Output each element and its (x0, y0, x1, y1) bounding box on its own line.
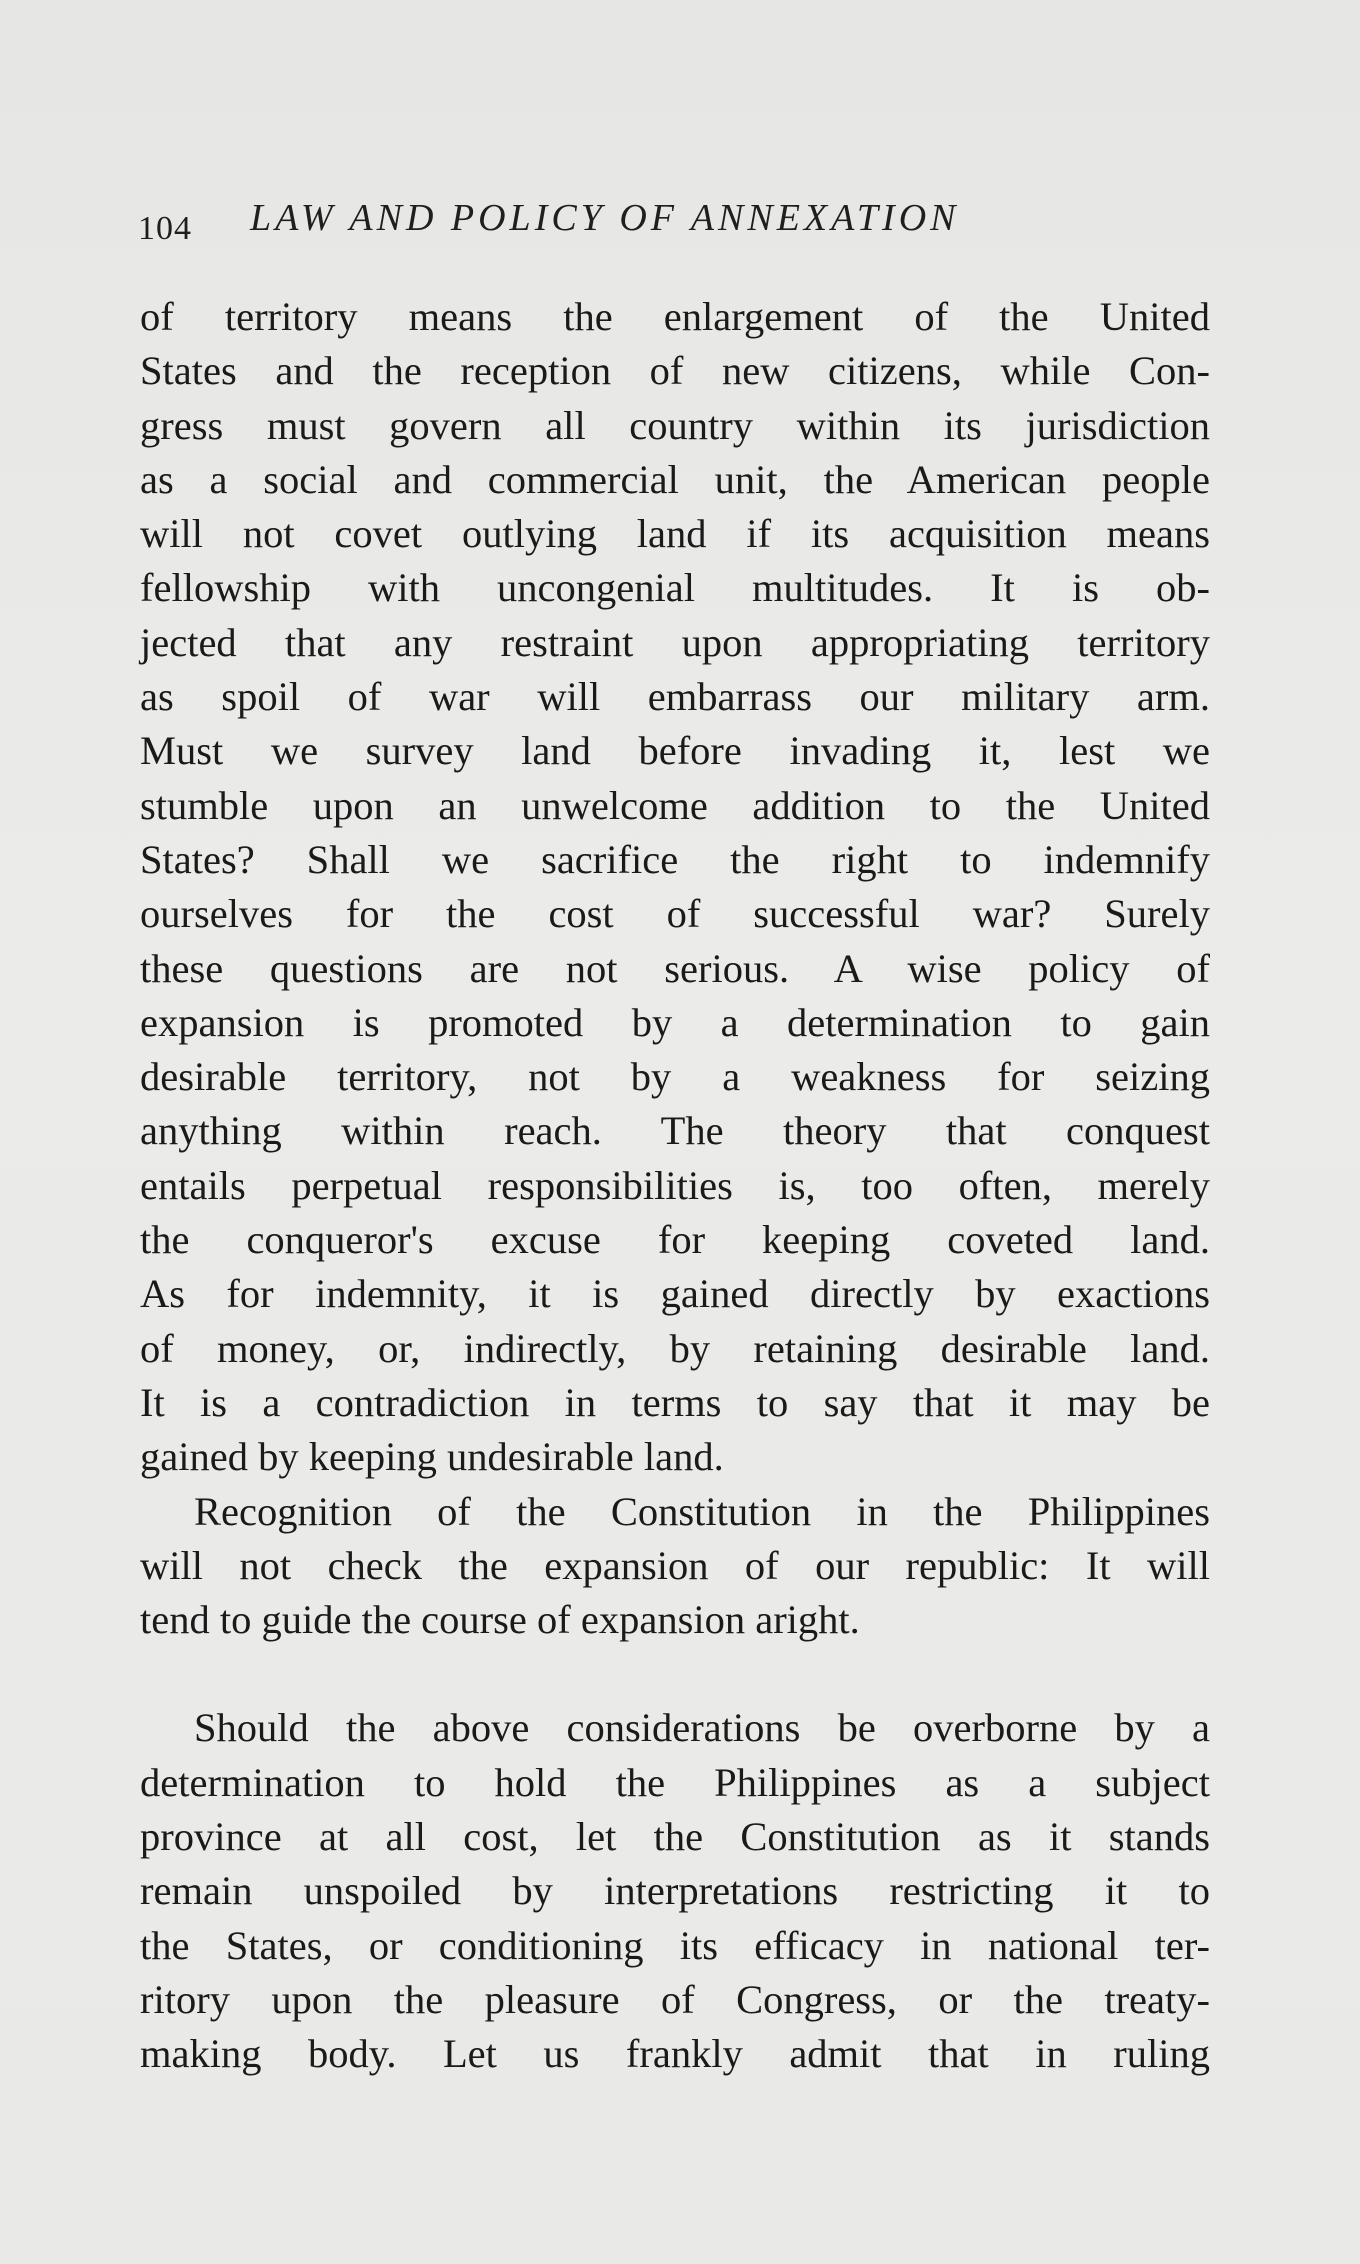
text-line: province at all cost, let the Constitution as it stands (140, 1814, 1210, 1860)
text-line: these questions are not serious. A wise policy of (140, 945, 1210, 991)
text-line: the conqueror's excuse for keeping coveted land. (140, 1217, 1210, 1263)
text-line: ritory upon the pleasure of Congress, or the treaty- (140, 1976, 1210, 2022)
text-line: expansion is promoted by a determination to gain (140, 999, 1210, 1045)
paragraph-3 (140, 1701, 1210, 2081)
text-line: of territory means the enlargement of the United (140, 294, 1210, 339)
text-line: States? Shall we sacrifice the right to indemnify (140, 836, 1210, 882)
text-line: Recognition of the Constitution in the Philippines (194, 1488, 1210, 1534)
text-line: will not check the expansion of our republic: It will (140, 1542, 1210, 1588)
text-line: the States, or conditioning its efficacy in national ter- (140, 1922, 1210, 1968)
text-line: making body. Let us frankly admit that in ruling (140, 2031, 1210, 2077)
text-line: tend to guide the course of expansion aright. (140, 1597, 860, 1643)
text-line: stumble upon an unwelcome addition to the United (140, 782, 1210, 828)
text-line: As for indemnity, it is gained directly by exactions (140, 1271, 1210, 1317)
text-line: entails perpetual responsibilities is, too often, merely (140, 1162, 1210, 1208)
text-line: as a social and commercial unit, the American people (140, 456, 1210, 502)
text-line: as spoil of war will embarrass our military arm. (140, 674, 1210, 720)
text-line: gress must govern all country within its jurisdiction (140, 402, 1210, 448)
text-line: will not covet outlying land if its acquisition means (140, 511, 1210, 557)
text-line: of money, or, indirectly, by retaining desirable land. (140, 1325, 1210, 1371)
paragraph-2 (140, 1485, 1210, 1648)
body-text (140, 290, 1210, 2082)
running-title: LAW AND POLICY OF ANNEXATION (250, 197, 960, 239)
page-number: 104 (138, 210, 192, 247)
text-line: jected that any restraint upon appropriating territory (140, 619, 1210, 665)
page-header (138, 196, 1218, 256)
text-line: ourselves for the cost of successful war? Surely (140, 891, 1210, 937)
text-line: gained by keeping undesirable land. (140, 1434, 724, 1480)
text-line: desirable territory, not by a weakness for seizing (140, 1054, 1210, 1100)
text-line: States and the reception of new citizens, while Con- (140, 348, 1210, 394)
paragraph-1 (140, 290, 1210, 1485)
text-line: It is a contradiction in terms to say that it may be (140, 1379, 1210, 1425)
text-line: remain unspoiled by interpretations restricting it to (140, 1868, 1210, 1914)
section-break (140, 1647, 1210, 1701)
text-line: Should the above considerations be overborne by a (194, 1705, 1210, 1751)
text-line: determination to hold the Philippines as a subject (140, 1759, 1210, 1805)
text-line: Must we survey land before invading it, lest we (140, 728, 1210, 774)
text-line: anything within reach. The theory that conquest (140, 1108, 1210, 1154)
text-line: fellowship with uncongenial multitudes. It is ob- (140, 565, 1210, 611)
